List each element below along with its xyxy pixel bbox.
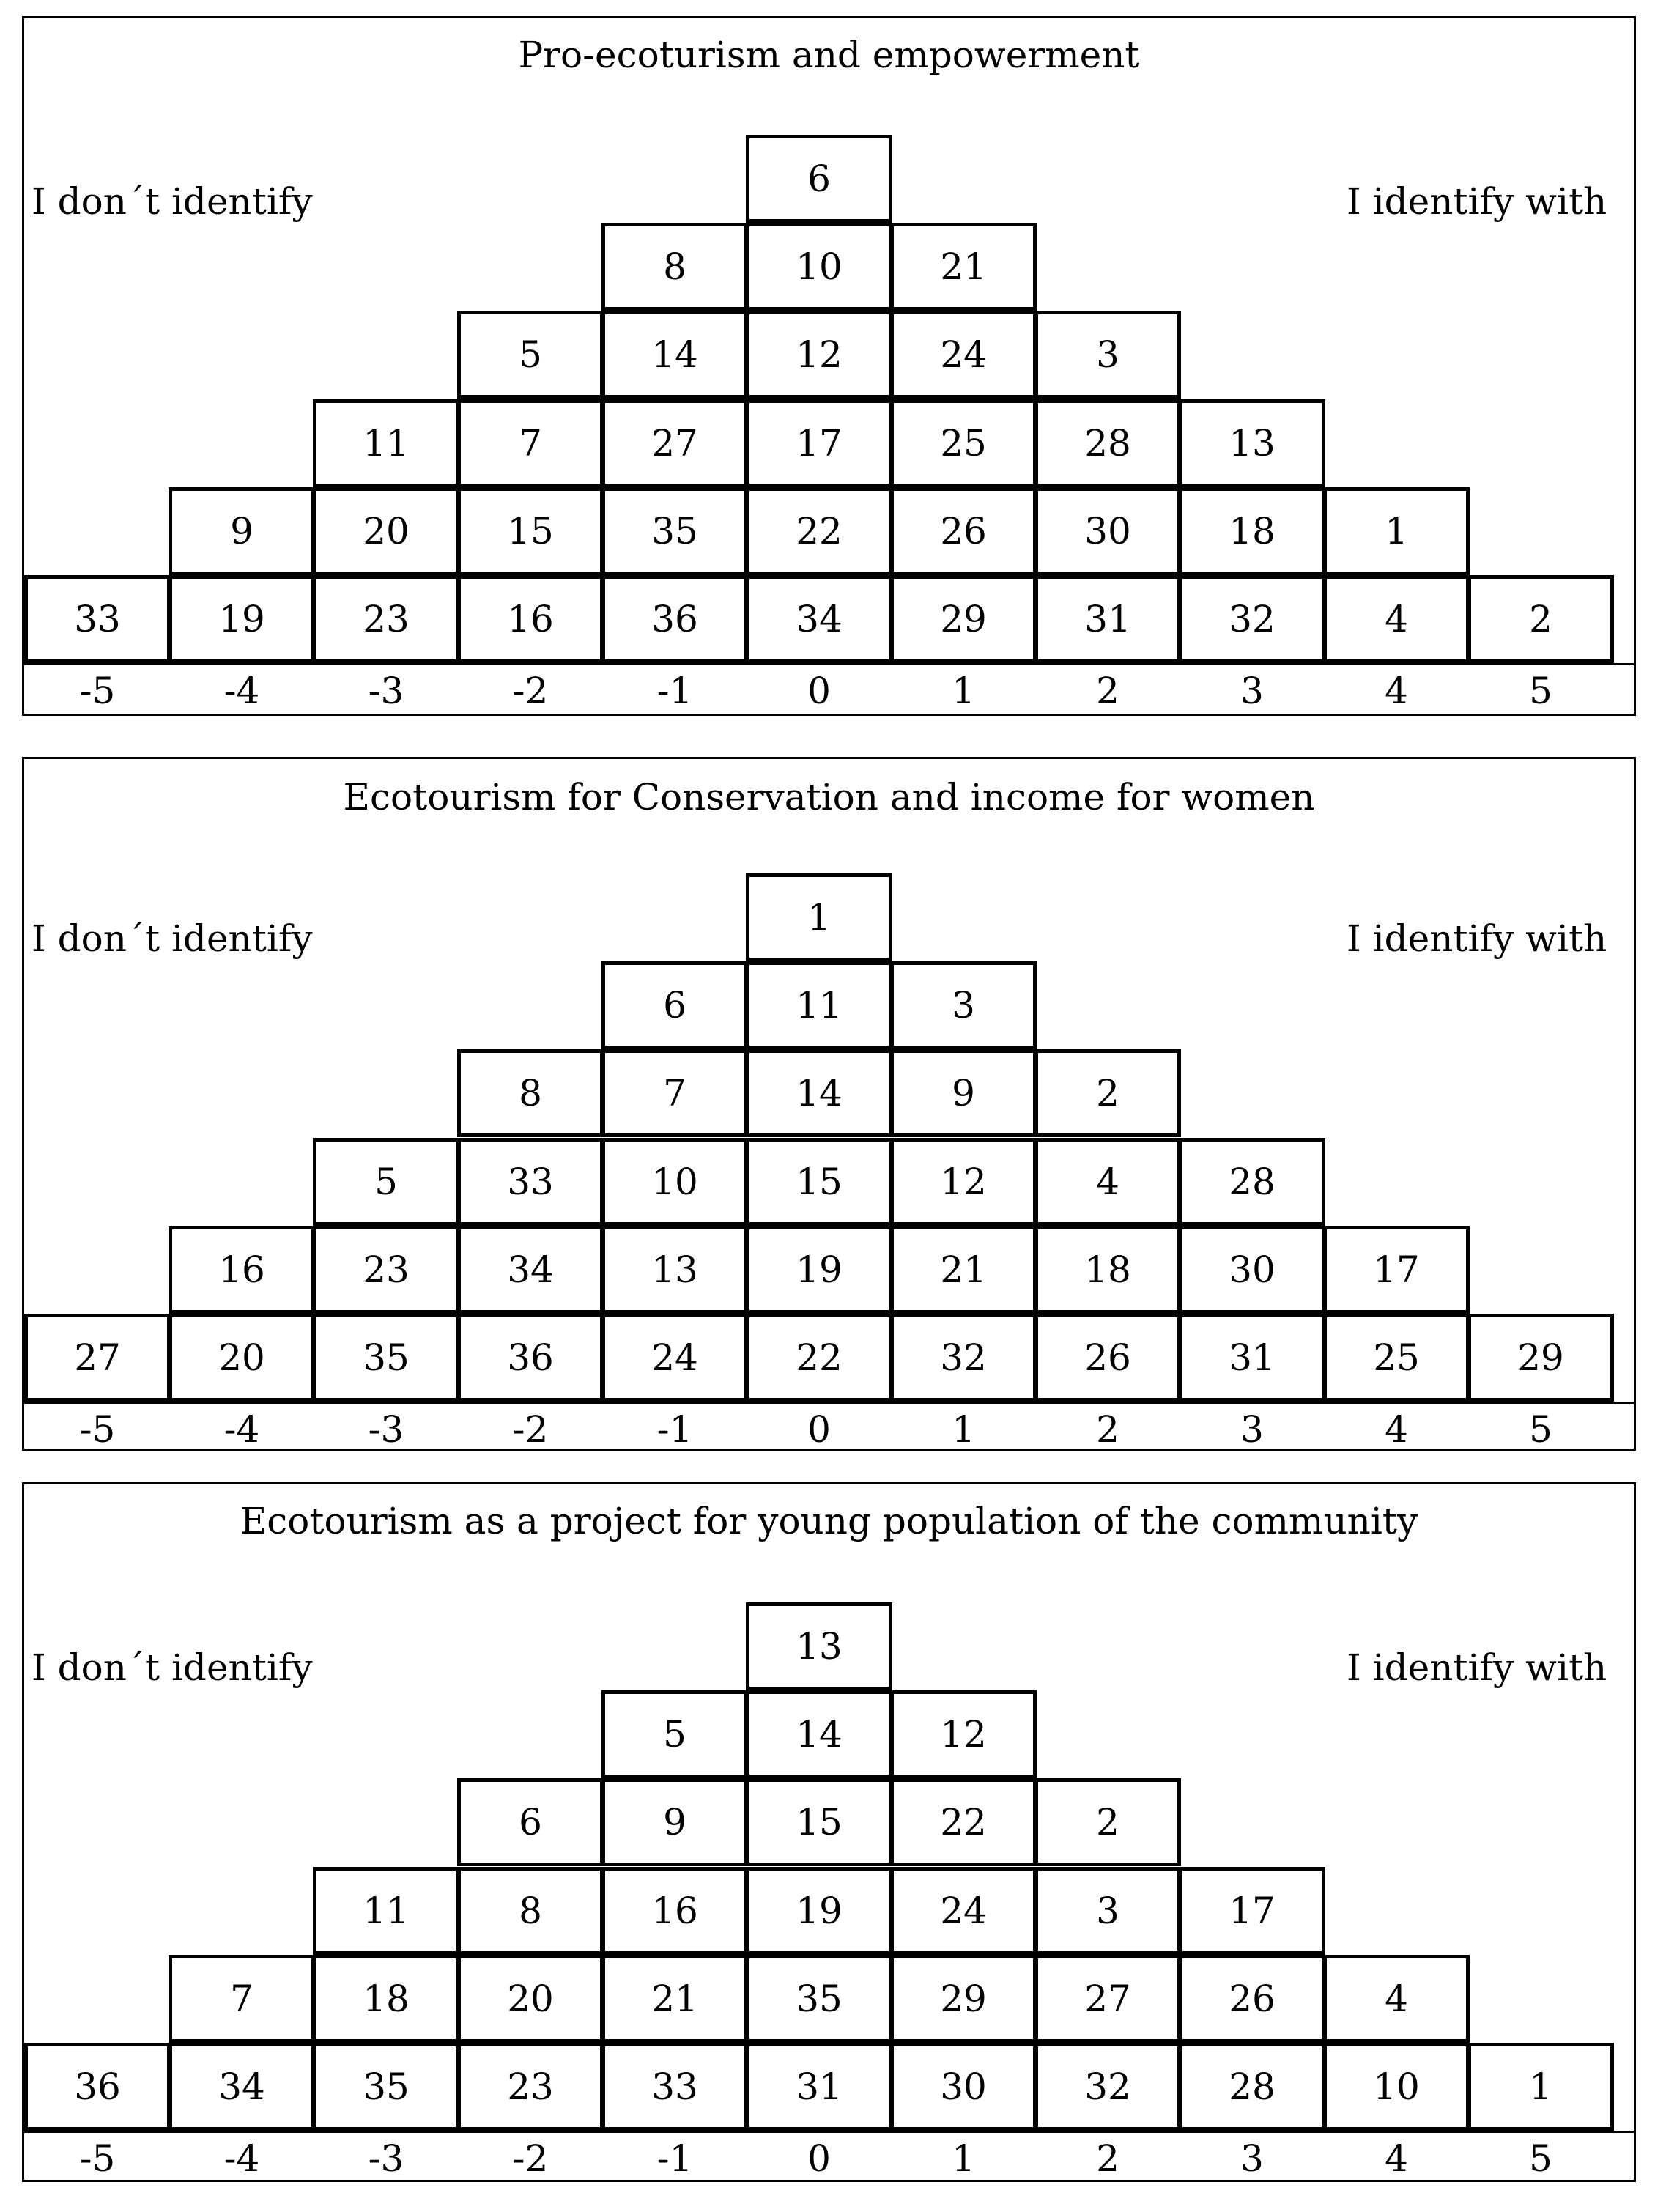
statement-cell: 12 [890,1690,1037,1778]
statement-cell: 14 [746,1049,892,1137]
axis-score-label: -3 [368,670,404,712]
statement-cell: 1 [1323,487,1470,575]
statement-cell: 13 [601,1226,748,1314]
statement-cell: 9 [169,487,315,575]
axis-score-label: 5 [1529,1408,1552,1451]
statement-cell: 8 [457,1867,604,1955]
statement-cell: 19 [169,575,315,663]
right-label: I identify with [1347,917,1607,960]
statement-cell: 30 [890,2043,1037,2131]
statement-cell: 13 [746,1602,892,1690]
panel-title: Ecotourism as a project for young population of the community [240,1500,1418,1542]
statement-cell: 7 [601,1049,748,1137]
statement-cell: 6 [601,961,748,1049]
statement-cell: 16 [169,1226,315,1314]
statement-cell: 29 [1467,1314,1614,1402]
statement-cell: 18 [1179,487,1325,575]
statement-cell: 15 [457,487,604,575]
statement-cell: 13 [1179,399,1325,487]
statement-cell: 24 [601,1314,748,1402]
statement-cell: 15 [746,1138,892,1226]
axis-score-label: -5 [79,2137,116,2180]
statement-cell: 23 [313,575,459,663]
statement-cell: 20 [457,1955,604,2043]
statement-cell: 26 [1034,1314,1181,1402]
statement-cell: 21 [890,1226,1037,1314]
statement-cell: 20 [169,1314,315,1402]
axis-score-label: 3 [1240,2137,1264,2180]
axis-score-label: 3 [1240,670,1264,712]
statement-cell: 35 [746,1955,892,2043]
statement-cell: 36 [24,2043,171,2131]
statement-cell: 28 [1179,1138,1325,1226]
statement-cell: 17 [1323,1226,1470,1314]
sort-panel-3 [22,1482,1636,2182]
statement-cell: 14 [746,1690,892,1778]
statement-cell: 17 [746,399,892,487]
statement-cell: 33 [457,1138,604,1226]
left-label: I don´t identify [32,180,313,223]
axis-score-label: 1 [952,670,975,712]
statement-cell: 25 [890,399,1037,487]
statement-cell: 35 [313,2043,459,2131]
axis-score-label: -5 [79,1408,116,1451]
statement-cell: 33 [601,2043,748,2131]
statement-cell: 18 [1034,1226,1181,1314]
statement-cell: 1 [746,873,892,961]
statement-cell: 35 [313,1314,459,1402]
statement-cell: 32 [1034,2043,1181,2131]
statement-cell: 26 [890,487,1037,575]
axis-score-label: 4 [1385,1408,1408,1451]
statement-cell: 1 [1467,2043,1614,2131]
statement-cell: 8 [457,1049,604,1137]
statement-cell: 36 [601,575,748,663]
axis-score-label: -1 [656,670,693,712]
statement-cell: 5 [601,1690,748,1778]
score-axis [24,663,1634,717]
statement-cell: 31 [1179,1314,1325,1402]
statement-cell: 23 [457,2043,604,2131]
axis-score-label: -1 [656,1408,693,1451]
panel-title: Ecotourism for Conservation and income for women [343,776,1315,818]
axis-score-label: -4 [223,1408,260,1451]
statement-cell: 11 [746,961,892,1049]
statement-cell: 3 [1034,311,1181,399]
right-label: I identify with [1347,180,1607,223]
axis-score-label: -2 [512,1408,549,1451]
statement-cell: 35 [601,487,748,575]
axis-score-label: 4 [1385,2137,1408,2180]
axis-score-label: -3 [368,2137,404,2180]
statement-cell: 10 [601,1138,748,1226]
statement-cell: 28 [1179,2043,1325,2131]
statement-cell: 30 [1034,487,1181,575]
statement-cell: 26 [1179,1955,1325,2043]
statement-cell: 16 [601,1867,748,1955]
statement-cell: 4 [1034,1138,1181,1226]
statement-cell: 4 [1323,1955,1470,2043]
statement-cell: 18 [313,1955,459,2043]
sort-panel-2 [22,757,1636,1451]
statement-cell: 20 [313,487,459,575]
axis-score-label: 2 [1096,1408,1119,1451]
statement-cell: 5 [313,1138,459,1226]
statement-cell: 34 [746,575,892,663]
statement-cell: 4 [1323,575,1470,663]
statement-cell: 17 [1179,1867,1325,1955]
axis-score-label: 2 [1096,670,1119,712]
statement-cell: 19 [746,1226,892,1314]
statement-cell: 9 [890,1049,1037,1137]
axis-score-label: -3 [368,1408,404,1451]
statement-cell: 2 [1034,1778,1181,1866]
statement-cell: 21 [890,223,1037,311]
statement-cell: 9 [601,1778,748,1866]
statement-cell: 31 [1034,575,1181,663]
statement-cell: 5 [457,311,604,399]
statement-cell: 21 [601,1955,748,2043]
statement-cell: 11 [313,1867,459,1955]
axis-score-label: -4 [223,2137,260,2180]
right-label: I identify with [1347,1646,1607,1689]
axis-score-label: -5 [79,670,116,712]
statement-cell: 23 [313,1226,459,1314]
axis-score-label: 0 [807,1408,831,1451]
statement-cell: 24 [890,311,1037,399]
axis-score-label: 0 [807,2137,831,2180]
statement-cell: 7 [169,1955,315,2043]
statement-cell: 36 [457,1314,604,1402]
statement-cell: 34 [169,2043,315,2131]
statement-cell: 27 [24,1314,171,1402]
axis-score-label: -2 [512,670,549,712]
statement-cell: 31 [746,2043,892,2131]
statement-cell: 24 [890,1867,1037,1955]
axis-score-label: 1 [952,1408,975,1451]
statement-cell: 3 [890,961,1037,1049]
statement-cell: 25 [1323,1314,1470,1402]
axis-score-label: 5 [1529,670,1552,712]
axis-score-label: 1 [952,2137,975,2180]
axis-score-label: -4 [223,670,260,712]
left-label: I don´t identify [32,917,313,960]
statement-cell: 34 [457,1226,604,1314]
statement-cell: 7 [457,399,604,487]
statement-cell: 32 [890,1314,1037,1402]
statement-cell: 19 [746,1867,892,1955]
statement-cell: 14 [601,311,748,399]
statement-cell: 27 [601,399,748,487]
axis-score-label: 3 [1240,1408,1264,1451]
statement-cell: 2 [1034,1049,1181,1137]
axis-score-label: 4 [1385,670,1408,712]
statement-cell: 3 [1034,1867,1181,1955]
statement-cell: 10 [1323,2043,1470,2131]
statement-cell: 8 [601,223,748,311]
left-label: I don´t identify [32,1646,313,1689]
statement-cell: 22 [890,1778,1037,1866]
statement-cell: 22 [746,1314,892,1402]
axis-score-label: 0 [807,670,831,712]
statement-cell: 11 [313,399,459,487]
statement-cell: 2 [1467,575,1614,663]
score-axis [24,2131,1634,2184]
statement-cell: 33 [24,575,171,663]
statement-cell: 29 [890,575,1037,663]
statement-cell: 32 [1179,575,1325,663]
statement-cell: 28 [1034,399,1181,487]
axis-score-label: -2 [512,2137,549,2180]
statement-cell: 30 [1179,1226,1325,1314]
axis-score-label: -1 [656,2137,693,2180]
statement-cell: 22 [746,487,892,575]
statement-cell: 10 [746,223,892,311]
statement-cell: 15 [746,1778,892,1866]
statement-cell: 6 [457,1778,604,1866]
score-axis [24,1402,1634,1455]
statement-cell: 27 [1034,1955,1181,2043]
axis-score-label: 5 [1529,2137,1552,2180]
sort-panel-1 [22,16,1636,716]
statement-cell: 6 [746,135,892,223]
statement-cell: 12 [890,1138,1037,1226]
panel-title: Pro-ecoturism and empowerment [518,34,1140,76]
statement-cell: 29 [890,1955,1037,2043]
statement-cell: 16 [457,575,604,663]
axis-score-label: 2 [1096,2137,1119,2180]
statement-cell: 12 [746,311,892,399]
